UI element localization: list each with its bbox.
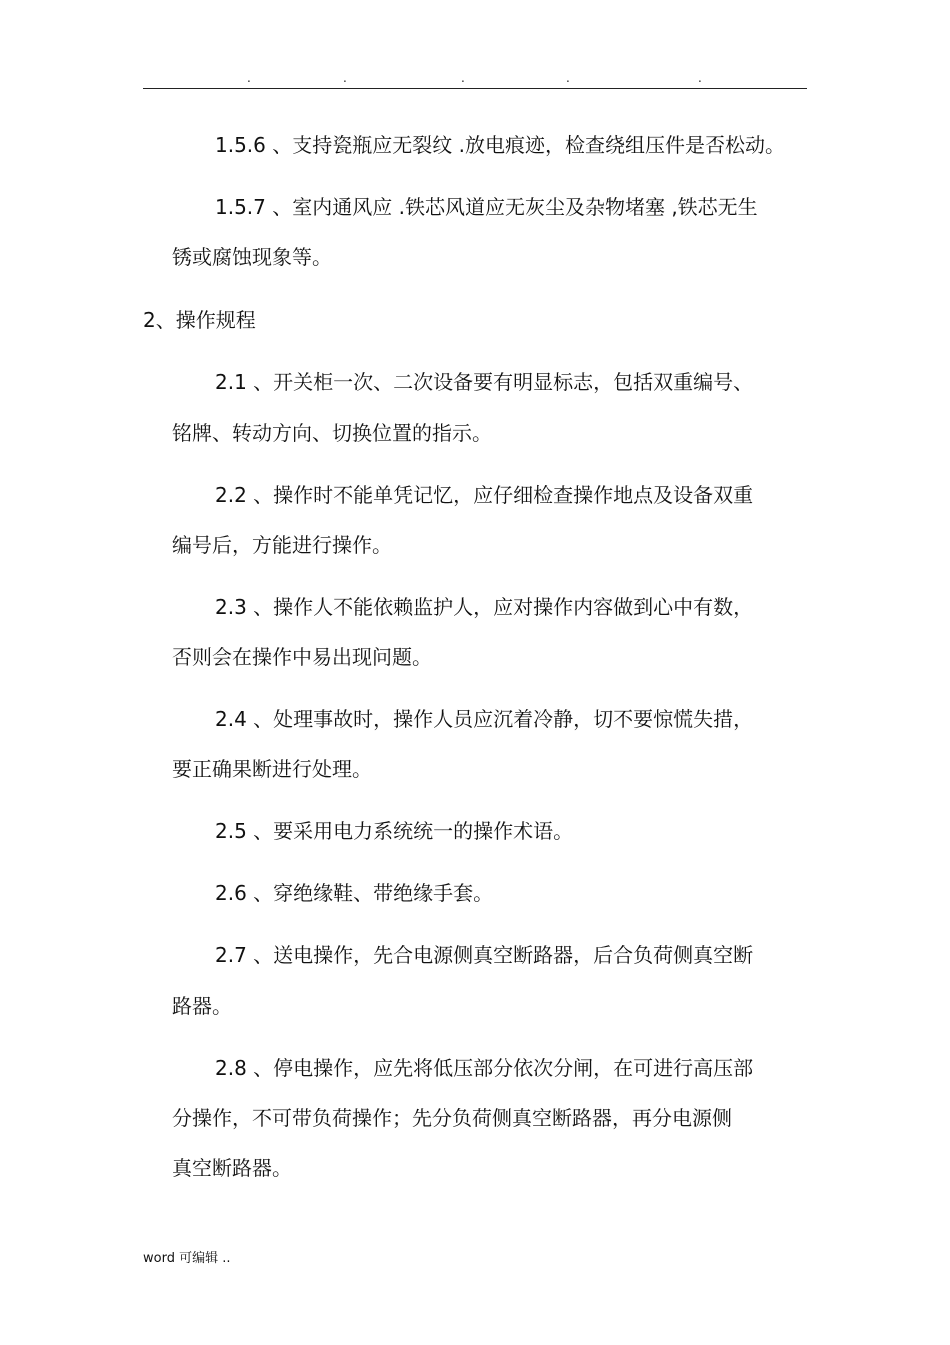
paragraph-1-5-7-line-1: 1.5.7 、室内通风应 .铁芯风道应无灰尘及杂物堵塞 ,铁芯无生: [215, 195, 758, 219]
paragraph-2-4-line-2: 要正确果断进行处理。: [172, 757, 372, 781]
paragraph-2-3-line-1: 2.3 、操作人不能依赖监护人，应对操作内容做到心中有数，: [215, 595, 754, 619]
paragraph-1-5-7-line-2: 锈或腐蚀现象等。: [172, 245, 332, 269]
paragraph-2-7-line-2: 路器。: [172, 994, 232, 1018]
paragraph-2-2-line-2: 编号后，方能进行操作。: [172, 533, 392, 557]
paragraph-1-5-6-line-1: 1.5.6 、支持瓷瓶应无裂纹 .放电痕迹，检查绕组压件是否松动。: [215, 133, 785, 157]
section-heading-2: 2、操作规程: [143, 308, 256, 332]
paragraph-2-4-line-1: 2.4 、处理事故时，操作人员应沉着冷静，切不要惊慌失措，: [215, 707, 754, 731]
header-dot: .: [566, 71, 570, 85]
paragraph-2-8-line-3: 真空断路器。: [172, 1156, 292, 1180]
paragraph-2-8-line-2: 分操作，不可带负荷操作；先分负荷侧真空断路器，再分电源侧: [172, 1106, 732, 1130]
paragraph-2-1-line-2: 铭牌、转动方向、切换位置的指示。: [172, 421, 492, 445]
header-dot: .: [698, 71, 702, 85]
header-dot: .: [343, 71, 347, 85]
page-footer: word 可编辑 ..: [143, 1251, 231, 1266]
header-dots: [143, 70, 807, 86]
header-dot: .: [247, 71, 251, 85]
paragraph-2-5-line-1: 2.5 、要采用电力系统统一的操作术语。: [215, 819, 574, 843]
paragraph-2-8-line-1: 2.8 、停电操作，应先将低压部分依次分闸，在可进行高压部: [215, 1056, 754, 1080]
header-dot: .: [461, 71, 465, 85]
paragraph-2-6-line-1: 2.6 、穿绝缘鞋、带绝缘手套。: [215, 881, 494, 905]
paragraph-2-7-line-1: 2.7 、送电操作，先合电源侧真空断路器，后合负荷侧真空断: [215, 943, 754, 967]
paragraph-2-1-line-1: 2.1 、开关柜一次、二次设备要有明显标志，包括双重编号、: [215, 370, 754, 394]
paragraph-2-3-line-2: 否则会在操作中易出现问题。: [172, 645, 432, 669]
header-rule: [143, 88, 807, 89]
paragraph-2-2-line-1: 2.2 、操作时不能单凭记忆，应仔细检查操作地点及设备双重: [215, 483, 754, 507]
